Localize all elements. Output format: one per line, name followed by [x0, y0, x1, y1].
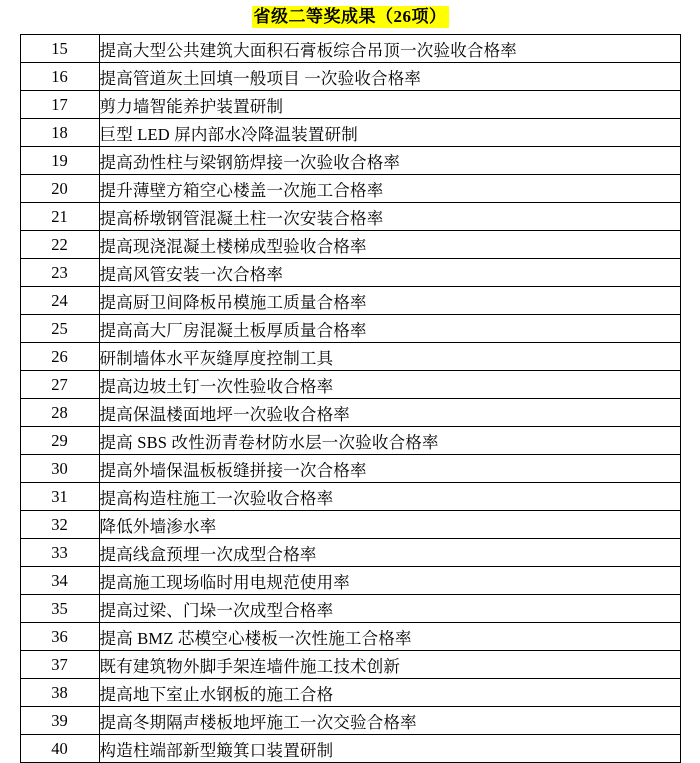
table-row: [20, 567, 680, 595]
results-table-body: [20, 35, 680, 763]
row-number: 28: [20, 399, 99, 427]
row-number: 16: [20, 63, 99, 91]
row-achievement-name: 提高构造柱施工一次验收合格率: [99, 483, 680, 511]
row-achievement-name: 提升薄壁方箱空心楼盖一次施工合格率: [99, 175, 680, 203]
row-number: 22: [20, 231, 99, 259]
table-row: [20, 287, 680, 315]
row-number: 15: [20, 35, 99, 63]
row-achievement-name: 提高劲性柱与梁钢筋焊接一次验收合格率: [99, 147, 680, 175]
table-row: [20, 735, 680, 763]
table-row: [20, 679, 680, 707]
row-number: 23: [20, 259, 99, 287]
table-row: [20, 35, 680, 63]
table-row: [20, 371, 680, 399]
row-achievement-name: 提高厨卫间降板吊模施工质量合格率: [99, 287, 680, 315]
row-number: 37: [20, 651, 99, 679]
row-achievement-name: 提高大型公共建筑大面积石膏板综合吊顶一次验收合格率: [99, 35, 680, 63]
row-number: 19: [20, 147, 99, 175]
table-row: [20, 399, 680, 427]
row-number: 35: [20, 595, 99, 623]
row-number: 29: [20, 427, 99, 455]
table-row: [20, 315, 680, 343]
row-achievement-name: 提高保温楼面地坪一次验收合格率: [99, 399, 680, 427]
row-number: 31: [20, 483, 99, 511]
row-achievement-name: 提高风管安装一次合格率: [99, 259, 680, 287]
row-achievement-name: 巨型 LED 屏内部水冷降温装置研制: [99, 119, 680, 147]
row-achievement-name: 提高冬期隔声楼板地坪施工一次交验合格率: [99, 707, 680, 735]
row-number: 39: [20, 707, 99, 735]
row-number: 18: [20, 119, 99, 147]
table-row: [20, 231, 680, 259]
table-row: [20, 63, 680, 91]
table-row: [20, 175, 680, 203]
row-number: 20: [20, 175, 99, 203]
row-number: 38: [20, 679, 99, 707]
row-number: 26: [20, 343, 99, 371]
row-achievement-name: 提高边坡土钉一次性验收合格率: [99, 371, 680, 399]
row-achievement-name: 提高施工现场临时用电规范使用率: [99, 567, 680, 595]
row-number: 17: [20, 91, 99, 119]
table-row: [20, 343, 680, 371]
row-achievement-name: 提高桥墩钢管混凝土柱一次安装合格率: [99, 203, 680, 231]
page-title: 省级二等奖成果（26项）: [252, 6, 449, 28]
table-row: [20, 539, 680, 567]
row-achievement-name: 构造柱端部新型簸箕口装置研制: [99, 735, 680, 763]
row-number: 30: [20, 455, 99, 483]
row-achievement-name: 提高外墙保温板板缝拼接一次合格率: [99, 455, 680, 483]
row-achievement-name: 剪力墙智能养护装置研制: [99, 91, 680, 119]
row-number: 21: [20, 203, 99, 231]
row-achievement-name: 提高 SBS 改性沥青卷材防水层一次验收合格率: [99, 427, 680, 455]
row-achievement-name: 提高地下室止水钢板的施工合格: [99, 679, 680, 707]
row-achievement-name: 提高 BMZ 芯模空心楼板一次性施工合格率: [99, 623, 680, 651]
row-achievement-name: 研制墙体水平灰缝厚度控制工具: [99, 343, 680, 371]
table-row: [20, 595, 680, 623]
table-row: [20, 147, 680, 175]
row-achievement-name: 提高过梁、门垛一次成型合格率: [99, 595, 680, 623]
row-number: 32: [20, 511, 99, 539]
row-achievement-name: 既有建筑物外脚手架连墙件施工技术创新: [99, 651, 680, 679]
row-achievement-name: 提高现浇混凝土楼梯成型验收合格率: [99, 231, 680, 259]
row-number: 25: [20, 315, 99, 343]
document-title-container: [0, 0, 700, 34]
table-row: [20, 511, 680, 539]
results-table: [20, 34, 681, 763]
row-achievement-name: 提高管道灰土回填一般项目 一次验收合格率: [99, 63, 680, 91]
table-row: [20, 707, 680, 735]
row-achievement-name: 提高高大厂房混凝土板厚质量合格率: [99, 315, 680, 343]
table-row: [20, 455, 680, 483]
table-row: [20, 91, 680, 119]
table-row: [20, 623, 680, 651]
row-number: 34: [20, 567, 99, 595]
table-row: [20, 651, 680, 679]
row-number: 33: [20, 539, 99, 567]
row-number: 27: [20, 371, 99, 399]
table-row: [20, 203, 680, 231]
row-number: 40: [20, 735, 99, 763]
table-row: [20, 119, 680, 147]
table-row: [20, 427, 680, 455]
row-achievement-name: 提高线盒预埋一次成型合格率: [99, 539, 680, 567]
table-row: [20, 483, 680, 511]
row-number: 36: [20, 623, 99, 651]
row-achievement-name: 降低外墙渗水率: [99, 511, 680, 539]
row-number: 24: [20, 287, 99, 315]
table-row: [20, 259, 680, 287]
